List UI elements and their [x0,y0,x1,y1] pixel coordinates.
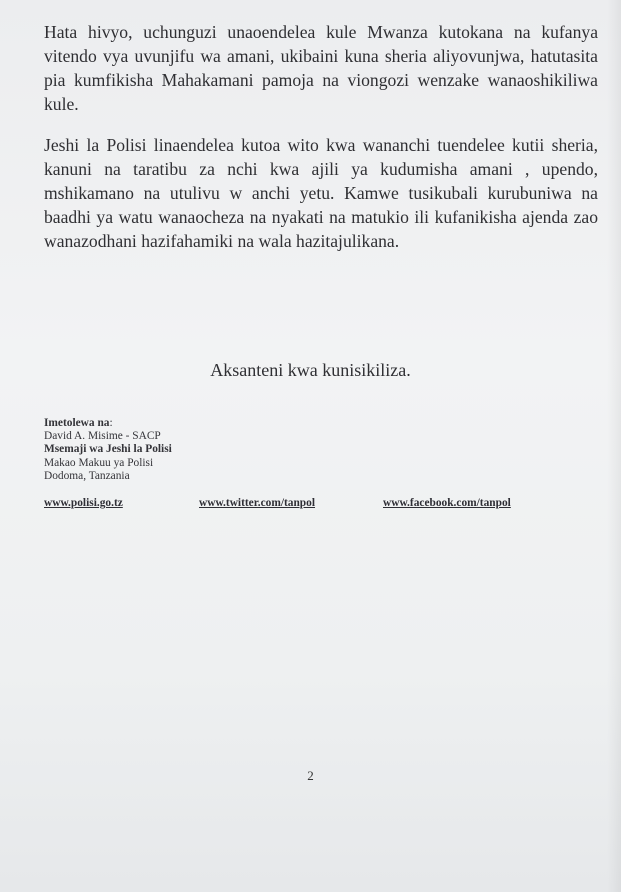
closing-line: Aksanteni kwa kunisikiliza. [210,360,411,380]
office-location: Dodoma, Tanzania [44,469,130,482]
issued-by-line [44,417,172,430]
website-link[interactable]: www.polisi.go.tz [44,497,123,509]
body-paragraph-investigation: Hata hivyo, uchunguzi unaoendelea kule Mwanza kutokana na kufanya vitendo vya uvunjifu wa amani, ukibaini kuna sheria aliyovunjwa, hatutasita pia kumfikisha Mahakamani pamoja na viongozi wenzake wanaoshikiliwa kule. [44,22,598,114]
page-number: 2 [307,768,314,783]
issued-by-colon: : [109,417,113,429]
page-edge-shadow [607,0,621,892]
office-name: Makao Makuu ya Polisi [44,456,154,469]
twitter-link[interactable]: www.twitter.com/tanpol [199,497,316,509]
spokesperson-name: David A. Misime - SACP [44,430,161,443]
signature-block [44,417,172,483]
issued-by-label: Imetolewa na [44,417,110,429]
spokesperson-title: Msemaji wa Jeshi la Polisi [44,443,172,456]
facebook-link[interactable]: www.facebook.com/tanpol [383,497,511,509]
body-paragraph-appeal: Jeshi la Polisi linaendelea kutoa wito kwa wananchi tuendelee kutii sheria, kanuni na taratibu za nchi kwa ajili ya kudumisha amani , upendo, mshikamano na utulivu w anchi yetu. Kamwe tusikubali kurubuniwa na baadhi ya watu wanaocheza na nyakati na matukio ili kufanikisha ajenda zao wanazodhani hazifahamiki na wala hazitajulikana. [44,135,598,251]
